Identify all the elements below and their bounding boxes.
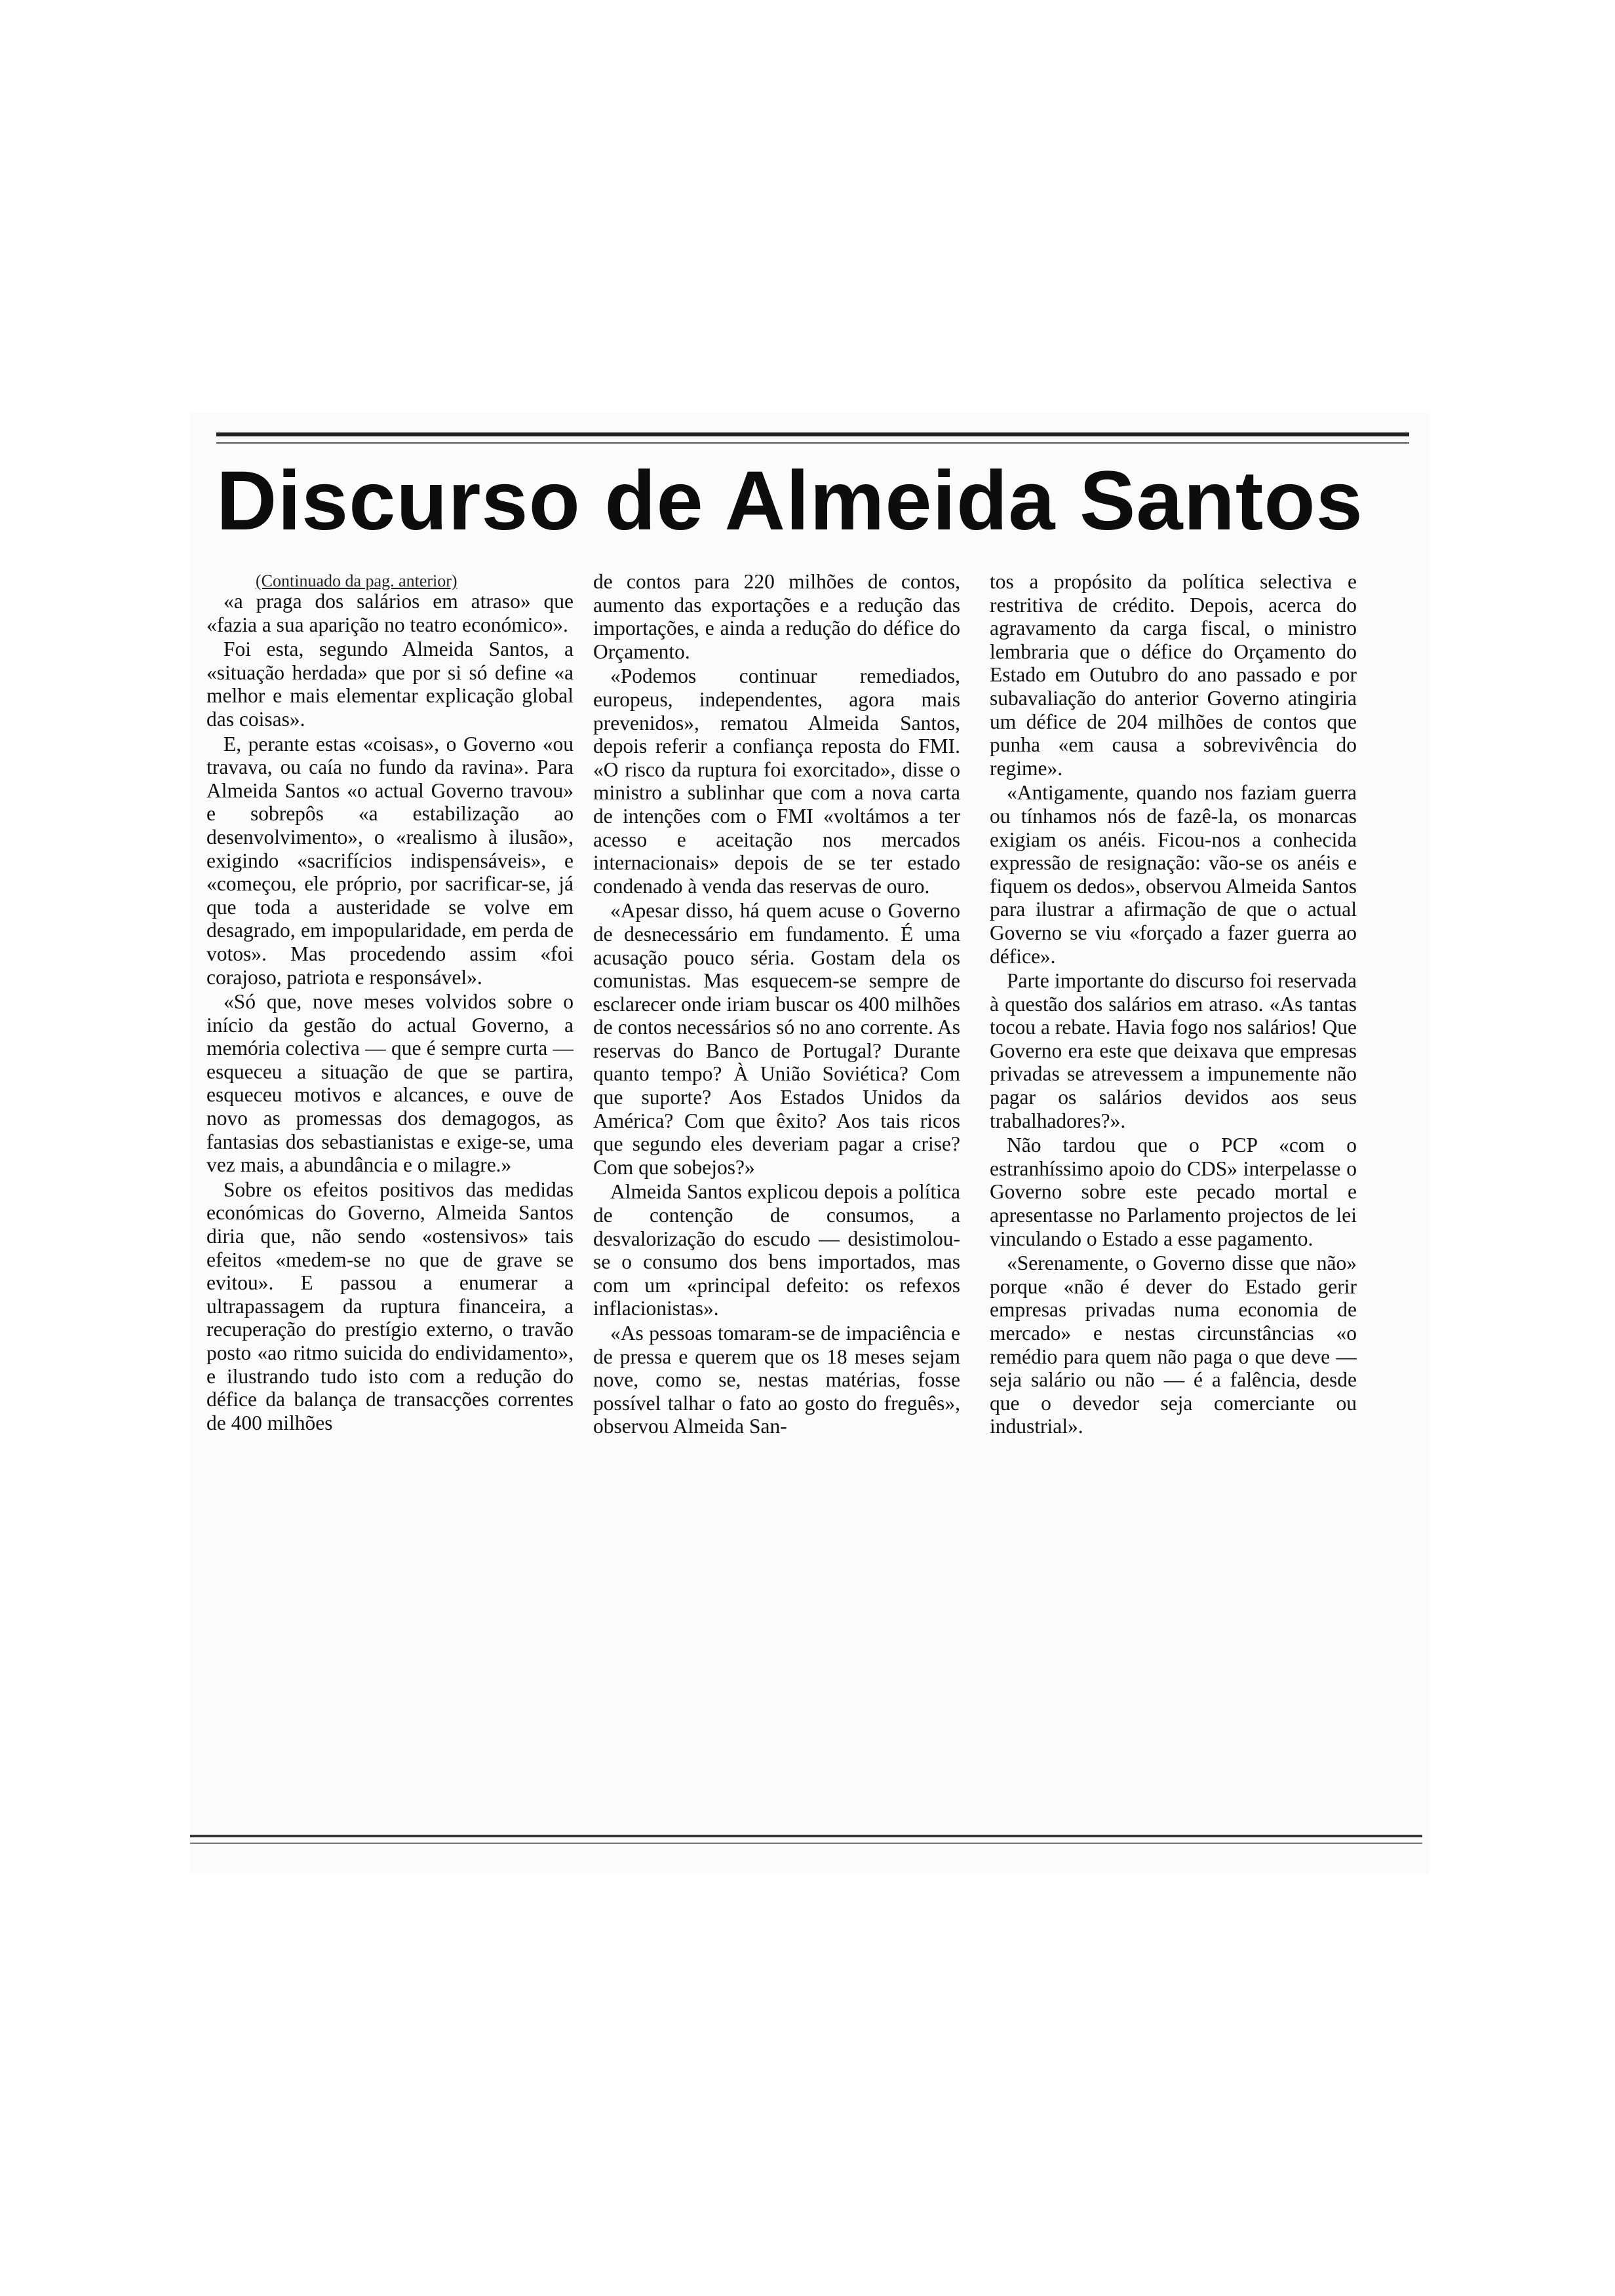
article-column-3 <box>990 570 1357 1808</box>
paragraph: Sobre os efeitos positivos das medidas económicas do Governo, Almeida Santos diria que, não sendo «ostensivos» tais efeitos «medem-se no que de grave se evitou». E passou a enumerar a ultrapassagem da ruptura financeira, a recuperação do prestígio externo, o travão posto «ao ritmo suicida do endividamento», e ilustrando tudo isto com a redução do défice da balança de transacções correntes de 400 milhões <box>206 1177 574 1434</box>
bottom-rule <box>190 1835 1422 1837</box>
article-column-1 <box>206 590 574 1828</box>
top-rule <box>216 432 1409 436</box>
paragraph: Almeida Santos explicou depois a política de contenção de consumos, a desvalorização do escudo — desistimolou-se o consumo dos bens importados, mas com um «principal defeito: os refexos inflacionistas». <box>593 1180 960 1320</box>
paragraph: «a praga dos salários em atraso» que «fazia a sua aparição no teatro económico». <box>206 590 574 636</box>
paragraph: tos a propósito da política selectiva e restritiva de crédito. Depois, acerca do agravamento da carga fiscal, o ministro lembraria que o défice do Orçamento do Estado em Outubro do ano passado e por subavaliação do anterior Governo atingiria um défice de 204 milhões de contos que punha «em causa a sobrevivência do regime». <box>990 570 1357 780</box>
paragraph: «As pessoas tomaram-se de impaciência e de pressa e querem que os 18 meses sejam nove, como se, nestas matérias, fosse possível talhar o fato ao gosto do freguês», observou Almeida San- <box>593 1322 960 1438</box>
top-rule-thin <box>216 442 1409 444</box>
continuation-note: (Continuado da pag. anterior) <box>256 571 457 590</box>
paragraph: «Serenamente, o Governo disse que não» porque «não é dever do Estado gerir empresas privadas numa economia de mercado» e nestas circunstâncias «o remédio para quem não paga o que deve — seja salário ou não — é a falência, desde que o devedor seja comerciante ou industrial». <box>990 1252 1357 1438</box>
paragraph: de contos para 220 milhões de contos, aumento das exportações e a redução das importações, e ainda a redução do défice do Orçamento. <box>593 570 960 663</box>
headline: Discurso de Almeida Santos <box>216 454 1363 548</box>
paragraph: «Antigamente, quando nos faziam guerra ou tínhamos nós de fazê-la, os monarcas exigiam os anéis. Ficou-nos a conhecida expressão de resignação: vão-se os anéis e fiquem os dedos», observou Almeida Santos para ilustrar a afirmação de que o actual Governo se viu «forçado a fazer guerra ao défice». <box>990 781 1357 968</box>
paragraph: Não tardou que o PCP «com o estranhíssimo apoio do CDS» interpelasse o Governo sobre este pecado mortal e apresentasse no Parlamento projectos de lei vinculando o Estado a esse pagamento. <box>990 1134 1357 1250</box>
bottom-rule-thin <box>190 1843 1422 1844</box>
paragraph: «Só que, nove meses volvidos sobre o início da gestão do actual Governo, a memória colectiva — que é sempre curta — esqueceu a situação de que se partira, esqueceu motivos e alcances, e ouve de novo as promessas dos demagogos, as fantasias dos sebastianistas e exige-se, uma vez mais, a abundância e o milagre.» <box>206 990 574 1177</box>
paragraph: «Podemos continuar remediados, europeus, independentes, agora mais prevenidos», rematou Almeida Santos, depois referir a confiança reposta do FMI. «O risco da ruptura foi exorcitado», disse o ministro a sublinhar que com a nova carta de intenções com o FMI «voltámos a ter acesso e aceitação nos mercados internacionais» depois de se ter estado condenado à venda das reservas de ouro. <box>593 664 960 898</box>
paragraph: E, perante estas «coisas», o Governo «ou travava, ou caía no fundo da ravina». Para Almeida Santos «o actual Governo travou» e sobrepôs «a estabilização ao desenvolvimento», o «realismo à ilusão», exigindo «sacrifícios indispensáveis», e «começou, ele próprio, por sacrificar-se, já que toda a austeridade se volve em desagrado, em impopularidade, em perda de votos». Mas procedendo assim «foi corajoso, patriota e responsável». <box>206 732 574 989</box>
paragraph: Parte importante do discurso foi reservada à questão dos salários em atraso. «As tantas tocou a rebate. Havia fogo nos salários! Que Governo era este que deixava que empresas privadas se atrevessem a impunemente não pagar os salários devidos aos seus trabalhadores?». <box>990 969 1357 1132</box>
article-column-2 <box>593 570 960 1808</box>
paragraph: «Apesar disso, há quem acuse o Governo de desnecessário em fundamento. É uma acusação pouco séria. Gostam dela os comunistas. Mas esquecem-se sempre de esclarecer onde iriam buscar os 400 milhões de contos necessários só no ano corrente. As reservas do Banco de Portugal? Durante quanto tempo? À União Soviética? Com que suporte? Aos Estados Unidos da América? Com que êxito? Aos tais ricos que segundo eles deveriam pagar a crise? Com que sobejos?» <box>593 899 960 1179</box>
paragraph: Foi esta, segundo Almeida Santos, a «situação herdada» que por si só define «a melhor e mais elementar explicação global das coisas». <box>206 638 574 731</box>
